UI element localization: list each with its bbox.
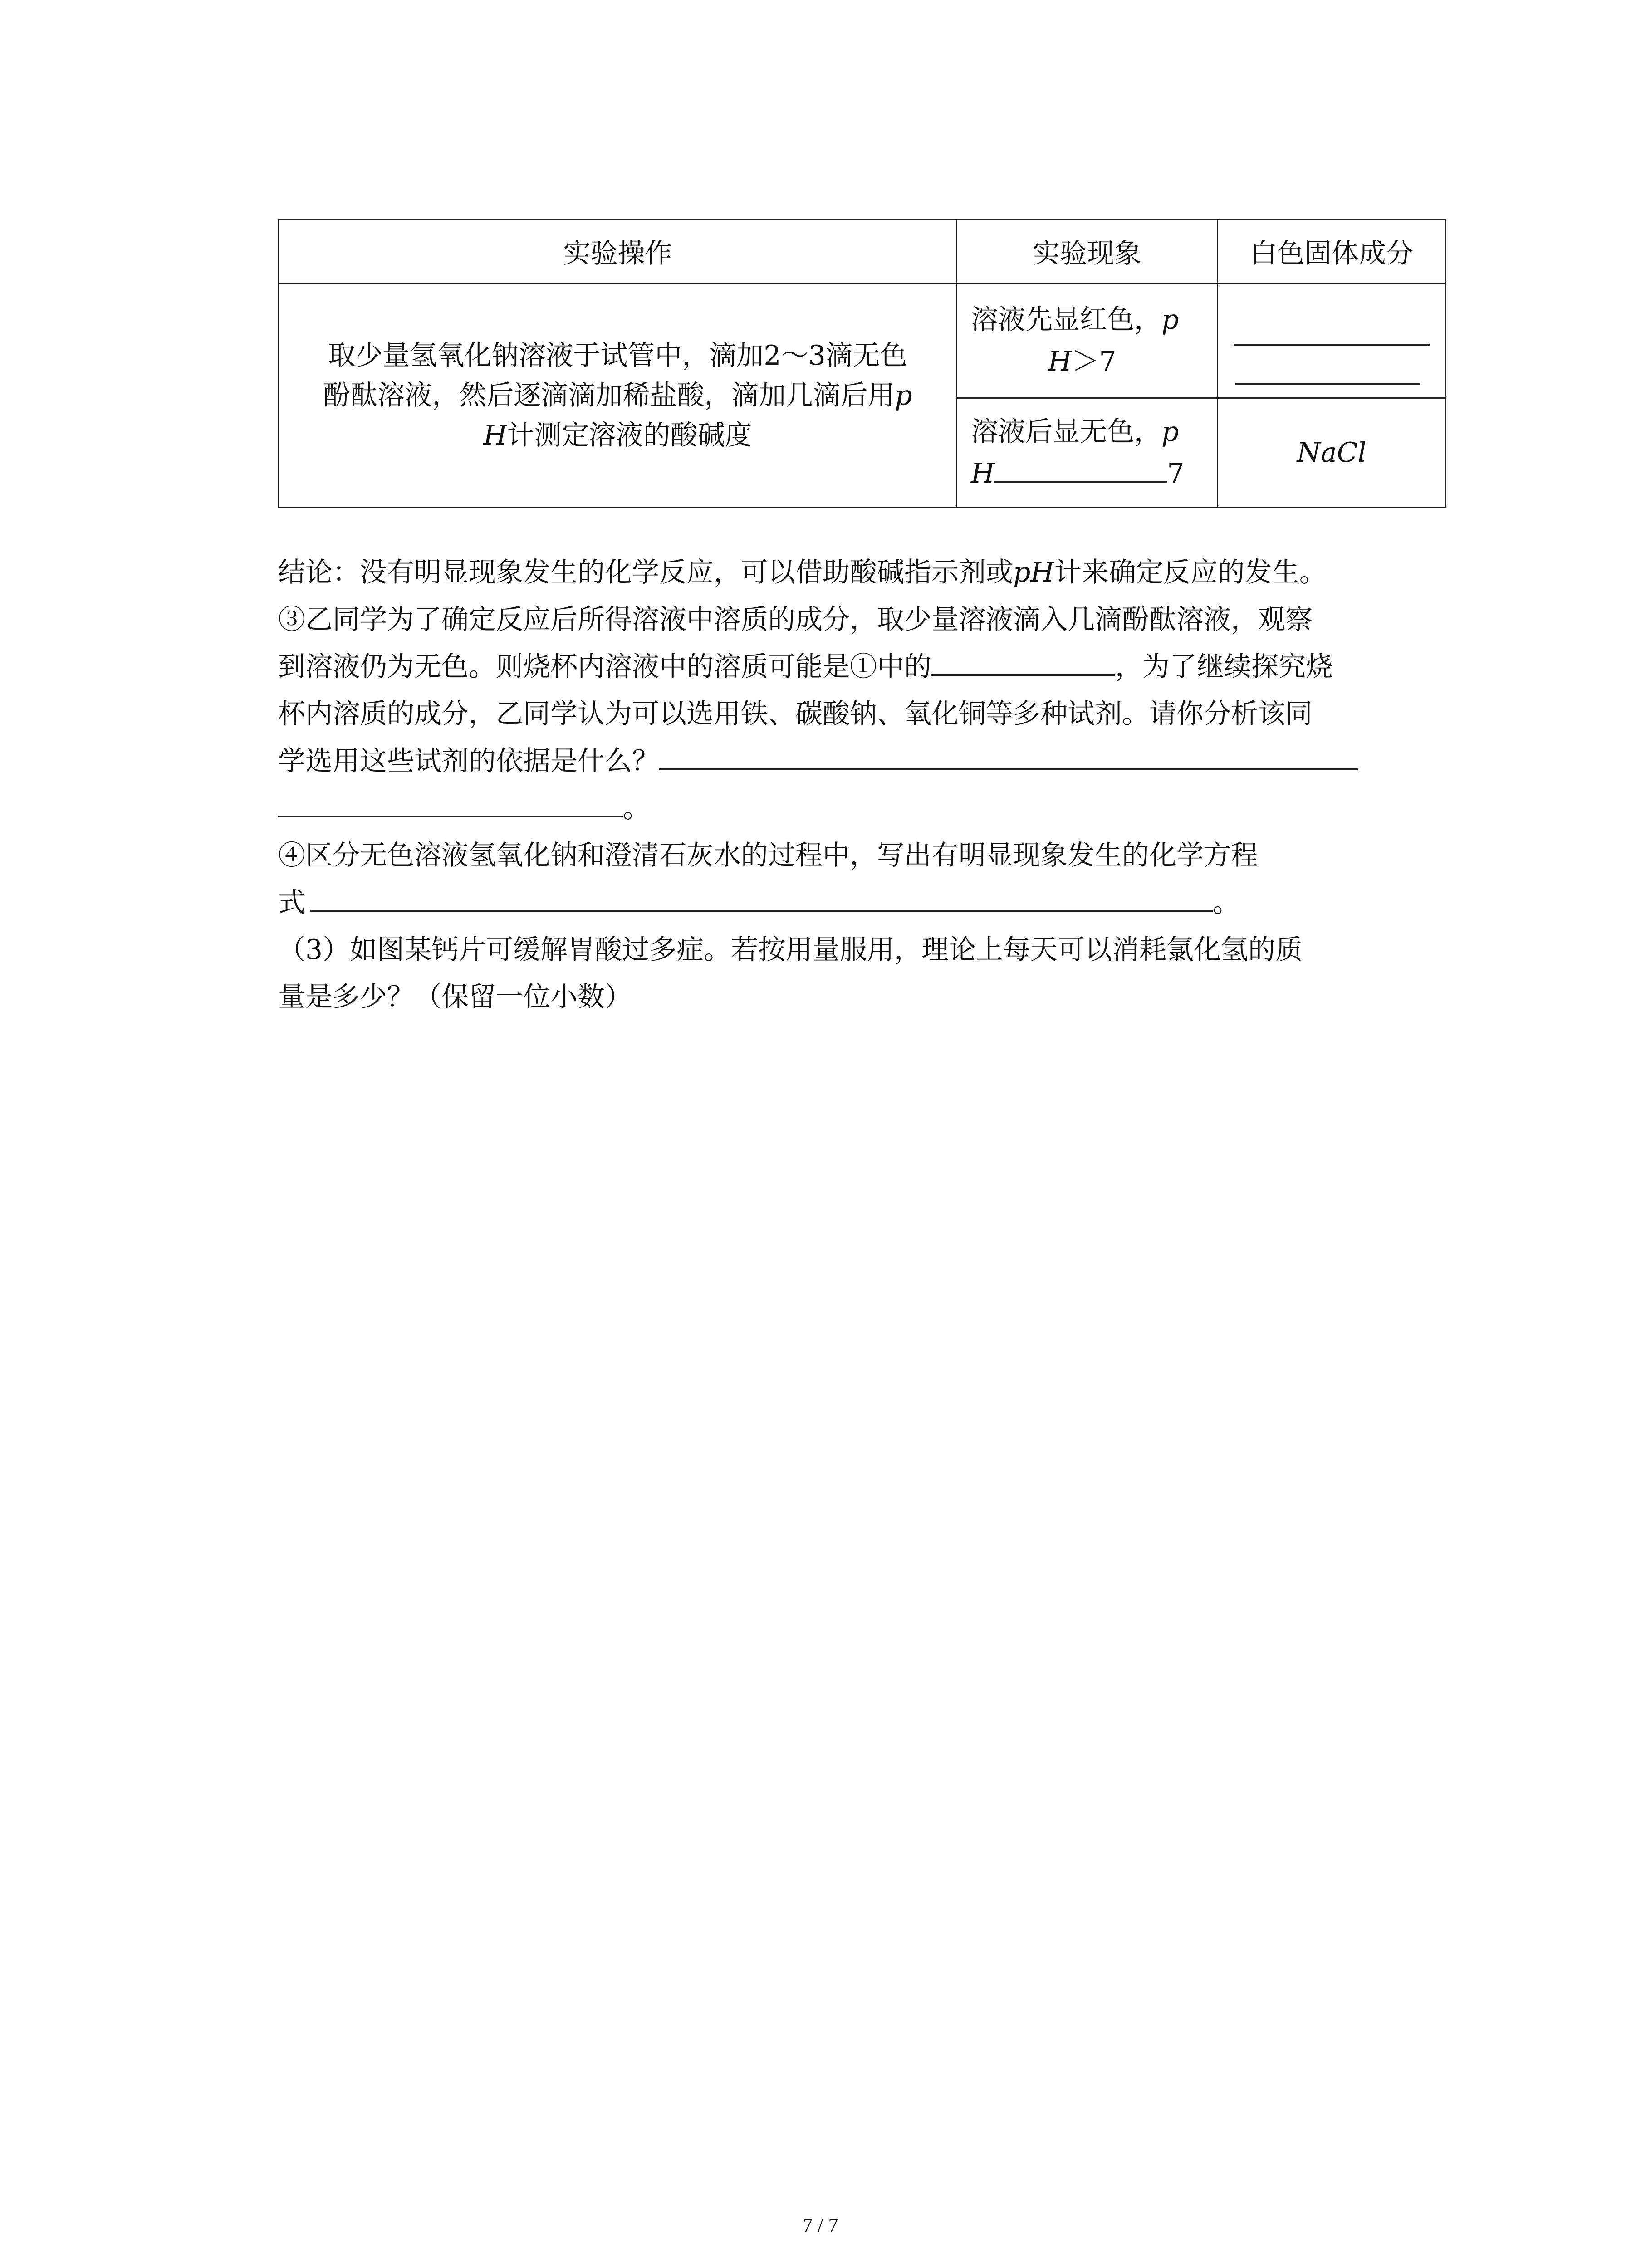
- header-composition: 白色固体成分: [1218, 220, 1446, 284]
- ph-comparison-blank[interactable]: [994, 454, 1167, 483]
- phenomenon-cell-1: 溶液先显红色，p H＞7: [957, 284, 1218, 398]
- question-4-paragraph: ④区分无色溶液氢氧化钠和澄清石灰水的过程中，写出有明显现象发生的化学方程 式 。: [278, 840, 1258, 919]
- part-3-paragraph: （3）如图某钙片可缓解胃酸过多症。若按用量服用，理论上每天可以消耗氯化氢的质 量是多少？（保留一位小数）: [278, 934, 1303, 1013]
- operation-line: 取少量氢氧化钠溶液于试管中，滴加2～3滴无色: [328, 339, 907, 371]
- solute-blank[interactable]: [931, 647, 1115, 676]
- header-phenomenon: 实验现象: [957, 220, 1218, 284]
- phenomenon-cell-2: 溶液后显无色，p H 7: [957, 398, 1218, 508]
- equation-blank[interactable]: [310, 883, 1213, 912]
- composition-nacl: NaCl: [1218, 398, 1446, 508]
- experiment-table: [278, 219, 1446, 508]
- answer-line: [1234, 344, 1430, 346]
- header-operation: 实验操作: [279, 220, 957, 284]
- operation-line: 酚酞溶液，然后逐滴滴加稀盐酸，滴加几滴后用p: [323, 379, 912, 411]
- table-row: [279, 284, 1446, 398]
- operation-line: H计测定溶液的酸碱度: [483, 419, 752, 451]
- reason-blank-cont[interactable]: [278, 788, 623, 817]
- answer-line: [1235, 383, 1420, 385]
- operation-cell: [279, 284, 957, 508]
- conclusion-paragraph: 结论：没有明显现象发生的化学反应，可以借助酸碱指示剂或pH计来确定反应的发生。: [278, 557, 1327, 588]
- table-header-row: [279, 220, 1446, 284]
- reason-blank[interactable]: [659, 741, 1358, 770]
- composition-answer-blank[interactable]: [1218, 284, 1446, 398]
- question-3-paragraph: ③乙同学为了确定反应后所得溶液中溶质的成分，取少量溶液滴入几滴酚酞溶液，观察 到溶液仍为无色。则烧杯内溶液中的溶质可能是①中的 ，为了继续探究烧 杯内溶质的成分，乙同学认为可以选用铁、碳酸钠、氧化铜等多种试剂。请你分析该同 学选用这些试剂的依据是什么？ 。: [278, 596, 1458, 832]
- page-number: 7 / 7: [803, 2214, 838, 2236]
